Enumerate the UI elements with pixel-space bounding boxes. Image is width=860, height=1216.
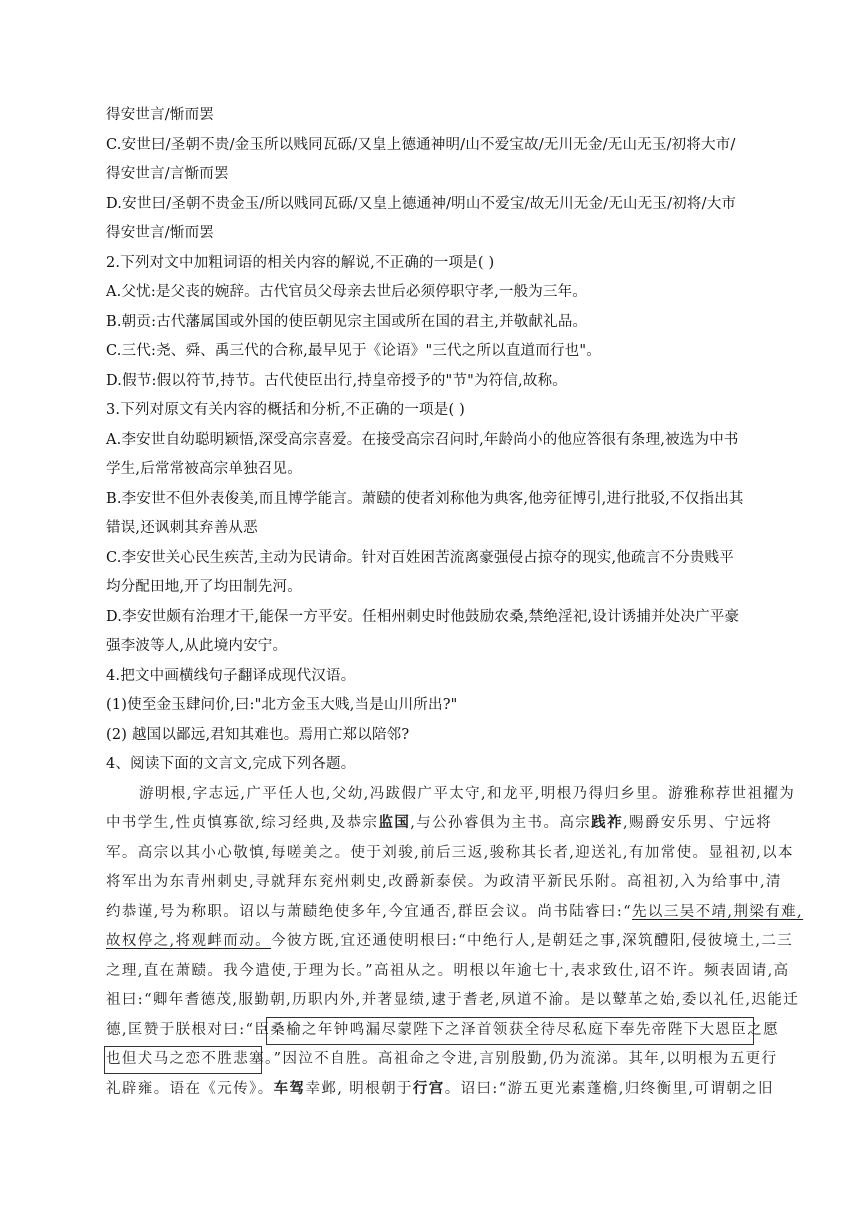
passage-line-11: [106, 1079, 774, 1099]
option-b-continuation: 得安世言/惭而罢: [106, 107, 214, 123]
q3-option-b-line2: 错误,还讽刺其弃善从恶: [106, 520, 258, 536]
passage-text: 礼辟雍。语在《元传》。: [106, 1081, 274, 1097]
bold-term-xinggong: 行宫: [412, 1080, 445, 1097]
option-d-line2: 得安世言/惭而罢: [106, 225, 214, 241]
passage-text: 德,匡赞于朕根对曰:“: [106, 1022, 255, 1038]
passage-line-10: [106, 1049, 778, 1069]
q3-option-a-line2: 学生,后常常被高宗单独召见。: [106, 461, 302, 477]
passage-line-4: 将军出为东青州刺史,寻就拜东兖州刺史,改爵新泰侯。为政清平新民乐附。高祖初,入为给事中,清: [106, 874, 782, 890]
passage-text: 中书学生,性贞慎寡欲,综习经典,及恭宗: [106, 815, 379, 831]
q3-option-a-line1: A.李安世自幼聪明颖悟,深受高宗喜爱。在接受高宗召问时,年龄尚小的他应答很有条理,被选为中书: [106, 432, 739, 448]
passage-text: 今彼方既,宜还通使明根曰:“中绝行人,是朝廷之事,深筑醴阳,侵彼境土,二三: [271, 933, 794, 949]
option-d-line1: D.安世曰/圣朝不贵金玉/所以贱同瓦砾/又皇上德通神/明山不爱宝/故无川无金/无山无玉/初将/大市: [106, 196, 737, 212]
option-c-line2: 得安世言/言惭而罢: [106, 166, 229, 182]
bold-term-jianguo: 监国: [378, 814, 411, 831]
q4-item-1: (1)使至金玉肆问价,曰:"北方金玉大贱,当是山川所出?": [106, 697, 458, 713]
question-2: 2.下列对文中加粗词语的相关内容的解说,不正确的一项是( ): [106, 255, 495, 271]
q3-option-d-line2: 强李波等人,从此境内安宁。: [106, 638, 288, 654]
passage-text: 幸邺, 明根朝于: [305, 1081, 413, 1097]
section-4-heading: 4、阅读下面的文言文,完成下列各题。: [106, 756, 356, 772]
passage-text: ,赐爵安乐男、宁远将: [622, 815, 773, 831]
passage-line-2: [106, 813, 772, 833]
q2-option-a: A.父忧:是父丧的婉辞。古代官员父母亲去世后必须停职守孝,一般为三年。: [106, 284, 588, 300]
passage-line-8: 祖曰:“卿年耆德茂,服勤朝,历职内外,并著显绩,逮于耆老,夙道不渝。是以鼙革之始,委以礼任,迟能迁: [106, 992, 800, 1008]
q3-option-d-line1: D.李安世颇有治理才干,能保一方平安。任相州刺史时他鼓励农桑,禁绝淫祀,设计诱捕并处决广平豪: [106, 609, 740, 625]
passage-text: 。”因泣不自胜。高祖命之令进,言别殷勤,仍为流涕。其年,以明根为五更行: [265, 1051, 778, 1067]
q2-option-d: D.假节:假以符节,持节。古代使臣出行,持皇帝授予的"节"为符信,故称。: [106, 373, 567, 389]
bold-term-chejia: 车驾: [273, 1080, 306, 1097]
boxed-sentence: 臣桑榆之年钟鸣漏尽蒙陛下之泽首领获全待尽私庭下奉先帝陛下大恩臣之愿: [254, 1022, 780, 1038]
question-3: 3.下列对原文有关内容的概括和分析,不正确的一项是( ): [106, 402, 465, 418]
passage-text: ,与公孙睿俱为主书。高宗: [410, 815, 592, 831]
passage-line-6: [106, 931, 793, 951]
q4-item-2: (2) 越国以鄙远,君知其难也。焉用亡郑以陪邻?: [106, 727, 410, 743]
passage-text: 约恭谨,号为称职。诏以与萧赜绝使多年,今宜通否,群臣会议。尚书陆睿曰:“: [106, 904, 633, 920]
option-c-line1: C.安世曰/圣朝不贵/金玉所以贱同瓦砾/又皇上德通神明/山不爱宝故/无川无金/无山无玉/初将大市/: [106, 137, 736, 153]
q3-option-c-line2: 均分配田地,开了均田制先河。: [106, 579, 302, 595]
q2-option-c: C.三代:尧、舜、禹三代的合称,最早见于《论语》"三代之所以直道而行也"。: [106, 343, 601, 359]
question-4: 4.把文中画横线句子翻译成现代汉语。: [106, 668, 356, 684]
passage-line-1: 游明根,字志远,广平任人也,父幼,冯跋假广平太守,和龙平,明根乃得归乡里。游雅称荐世祖擢为: [139, 786, 796, 802]
passage-text: 。诏曰:“游五更光素蓬檐,归终衡里,可谓朝之旧: [444, 1081, 774, 1097]
q3-option-c-line1: C.李安世关心民生疾苦,主动为民请命。针对百姓困苦流离豪强侵占掠夺的现实,他疏言不分贵贱平: [106, 550, 734, 566]
q2-option-b: B.朝贡:古代藩属国或外国的使臣朝见宗主国或所在国的君主,并敬献礼品。: [106, 314, 588, 330]
passage-line-5: [106, 902, 803, 922]
boxed-sentence-cont: 也但犬马之恋不胜悲塞: [106, 1051, 265, 1067]
underlined-sentence: 先以三吴不靖,荆梁有难,: [632, 904, 804, 920]
passage-line-9: [106, 1020, 779, 1040]
underlined-sentence-cont: 故权停之,将观衅而动。: [106, 933, 272, 949]
bold-term-jianzuo: 践祚: [591, 814, 623, 831]
q3-option-b-line1: B.李安世不但外表俊美,而且博学能言。萧赜的使者刘称他为典客,他旁征博引,进行批驳,不仅指出其: [106, 491, 744, 507]
passage-line-3: 军。高宗以其小心敬慎,每嗟美之。使于刘骏,前后三返,骏称其长者,迎送礼,有加常使。显祖初,以本: [106, 845, 794, 861]
passage-line-7: 之理,直在萧赜。我今遣使,于理为长。”高祖从之。明根以年逾七十,表求致仕,诏不许。频表固请,高: [106, 963, 790, 979]
